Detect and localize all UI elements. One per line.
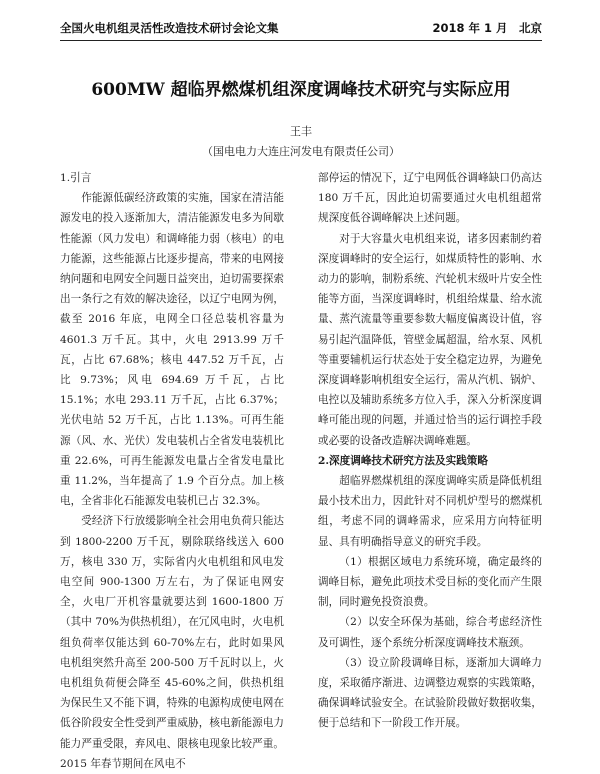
author-affiliation: （国电电力大连庄河发电有限责任公司） <box>202 145 400 158</box>
paragraph-3: 对于大容量火电机组来说，诸多因素制约着深度调峰时的安全运行，如煤质特性的影响、水动力的影响，制粉系统、汽轮机末级叶片安全性能等方面，当深度调峰时，机组给煤量、给水流量、蒸汽流量等重要参数大幅度偏离设计值，容易引起汽温降低，管壁金属超温，给水泵、风机等重要辅机运行状态处于安全稳定边界，为避免深度调峰影响机组安全运行，需从汽机、锅炉、电控以及辅助系统多方位入手，深入分析深度调峰可能出现的问题，并通过恰当的运行调控手段或必要的设备改造解决调峰难题。 <box>318 232 542 447</box>
running-header <box>60 20 542 40</box>
header-rule <box>60 40 542 41</box>
list-item-3: （3）设立阶段调峰目标，逐渐加大调峰力度，采取循序渐进、边调整边观察的实践策略，确保调峰试验安全。在试验阶段做好数据收集，便于总结和下一阶段工作开展。 <box>318 656 542 730</box>
section-2-heading: 2.深度调峰技术研究方法及实践策略 <box>318 454 488 467</box>
list-item-1: （1）根据区域电力系统环境，确定最终的调峰目标，避免此项技术受目标的变化而产生限制，同时避免投资浪费。 <box>318 555 542 609</box>
date-place: 2018 年 1 月 北京 <box>432 21 542 35</box>
left-column <box>60 168 284 770</box>
paragraph-1: 作能源低碳经济政策的实施，国家在清洁能源发电的投入逐渐加大，清洁能源发电多为间歇性能源（风力发电）和调峰能力弱（核电）的电力能源，这些能源占比逐步提高，带来的电网接纳问题和电网安全问题日益突出，迫切需要探索出一条行之有效的解决途径，以辽宁电网为例，截至 2016 年底，电网全口径总装机容量为 4601.3 万千瓦。其中，火电 2913.99 万千瓦，占比 67.68%；核电 447.52 万千瓦，占比 9.73%；风电 694.69 万千瓦，占比 15.1%；水电 293.11 万千瓦，占比 6.37%；光伏电站 52 万千瓦，占比 1.13%。可再生能源（风、水、光伏）发电装机占全省发电装机比重 22.6%，可再生能源发电量占全省发电量比重 11.2%，当年提高了 1.9 个百分点。加上核电，全省非化石能源发电装机已占 32.3%。 <box>60 192 284 508</box>
list-item-2: （2）以安全环保为基础，综合考虑经济性及可调性，逐个系统分析深度调峰技术瓶颈。 <box>318 616 542 649</box>
paper-title: 600MW 超临界燃煤机组深度调峰技术研究与实际应用 <box>91 80 511 100</box>
journal-title: 全国火电机组灵活性改造技术研讨会论文集 <box>60 21 279 35</box>
paragraph-continued: 部停运的情况下，辽宁电网低谷调峰缺口仍高达 180 万千瓦，因此迫切需要通过火电机组超常规深度低谷调峰解决上述问题。 <box>318 172 542 225</box>
section-1-heading: 1.引言 <box>60 172 92 184</box>
paragraph-4: 超临界燃煤机组的深度调峰实质是降低机组最小技术出力，因此针对不同机炉型号的燃煤机组，考虑不同的调峰需求，应采用方向特征明显、具有明确指导意义的研究手段。 <box>318 475 542 548</box>
paragraph-2: 受经济下行放缓影响全社会用电负荷只能达到 1800-2200 万千瓦，剔除联络线送入 600 万，核电 330 万，实际省内火电机组和风电发电空间 900-1300 万左右，为了保证电网安全，火电厂开机容量就要达到 1600-1800 万（其中 70%为供热机组），在冗风电时，火电机组负荷率仅能达到 60-70%左右，此时如果风电机组突然升高至 200-500 万千瓦时以上，火电机组负荷便会降至 45-60%之间，供热机组为保民生又不能下调，特殊的电源构成使电网在低谷阶段安全性受到严重威胁，核电新能源电力能力严重受限，弃风电、限核电现象比较严重。2015 年春节期间在风电不 <box>60 515 284 770</box>
right-column <box>318 168 542 730</box>
author-name: 王丰 <box>290 125 312 138</box>
